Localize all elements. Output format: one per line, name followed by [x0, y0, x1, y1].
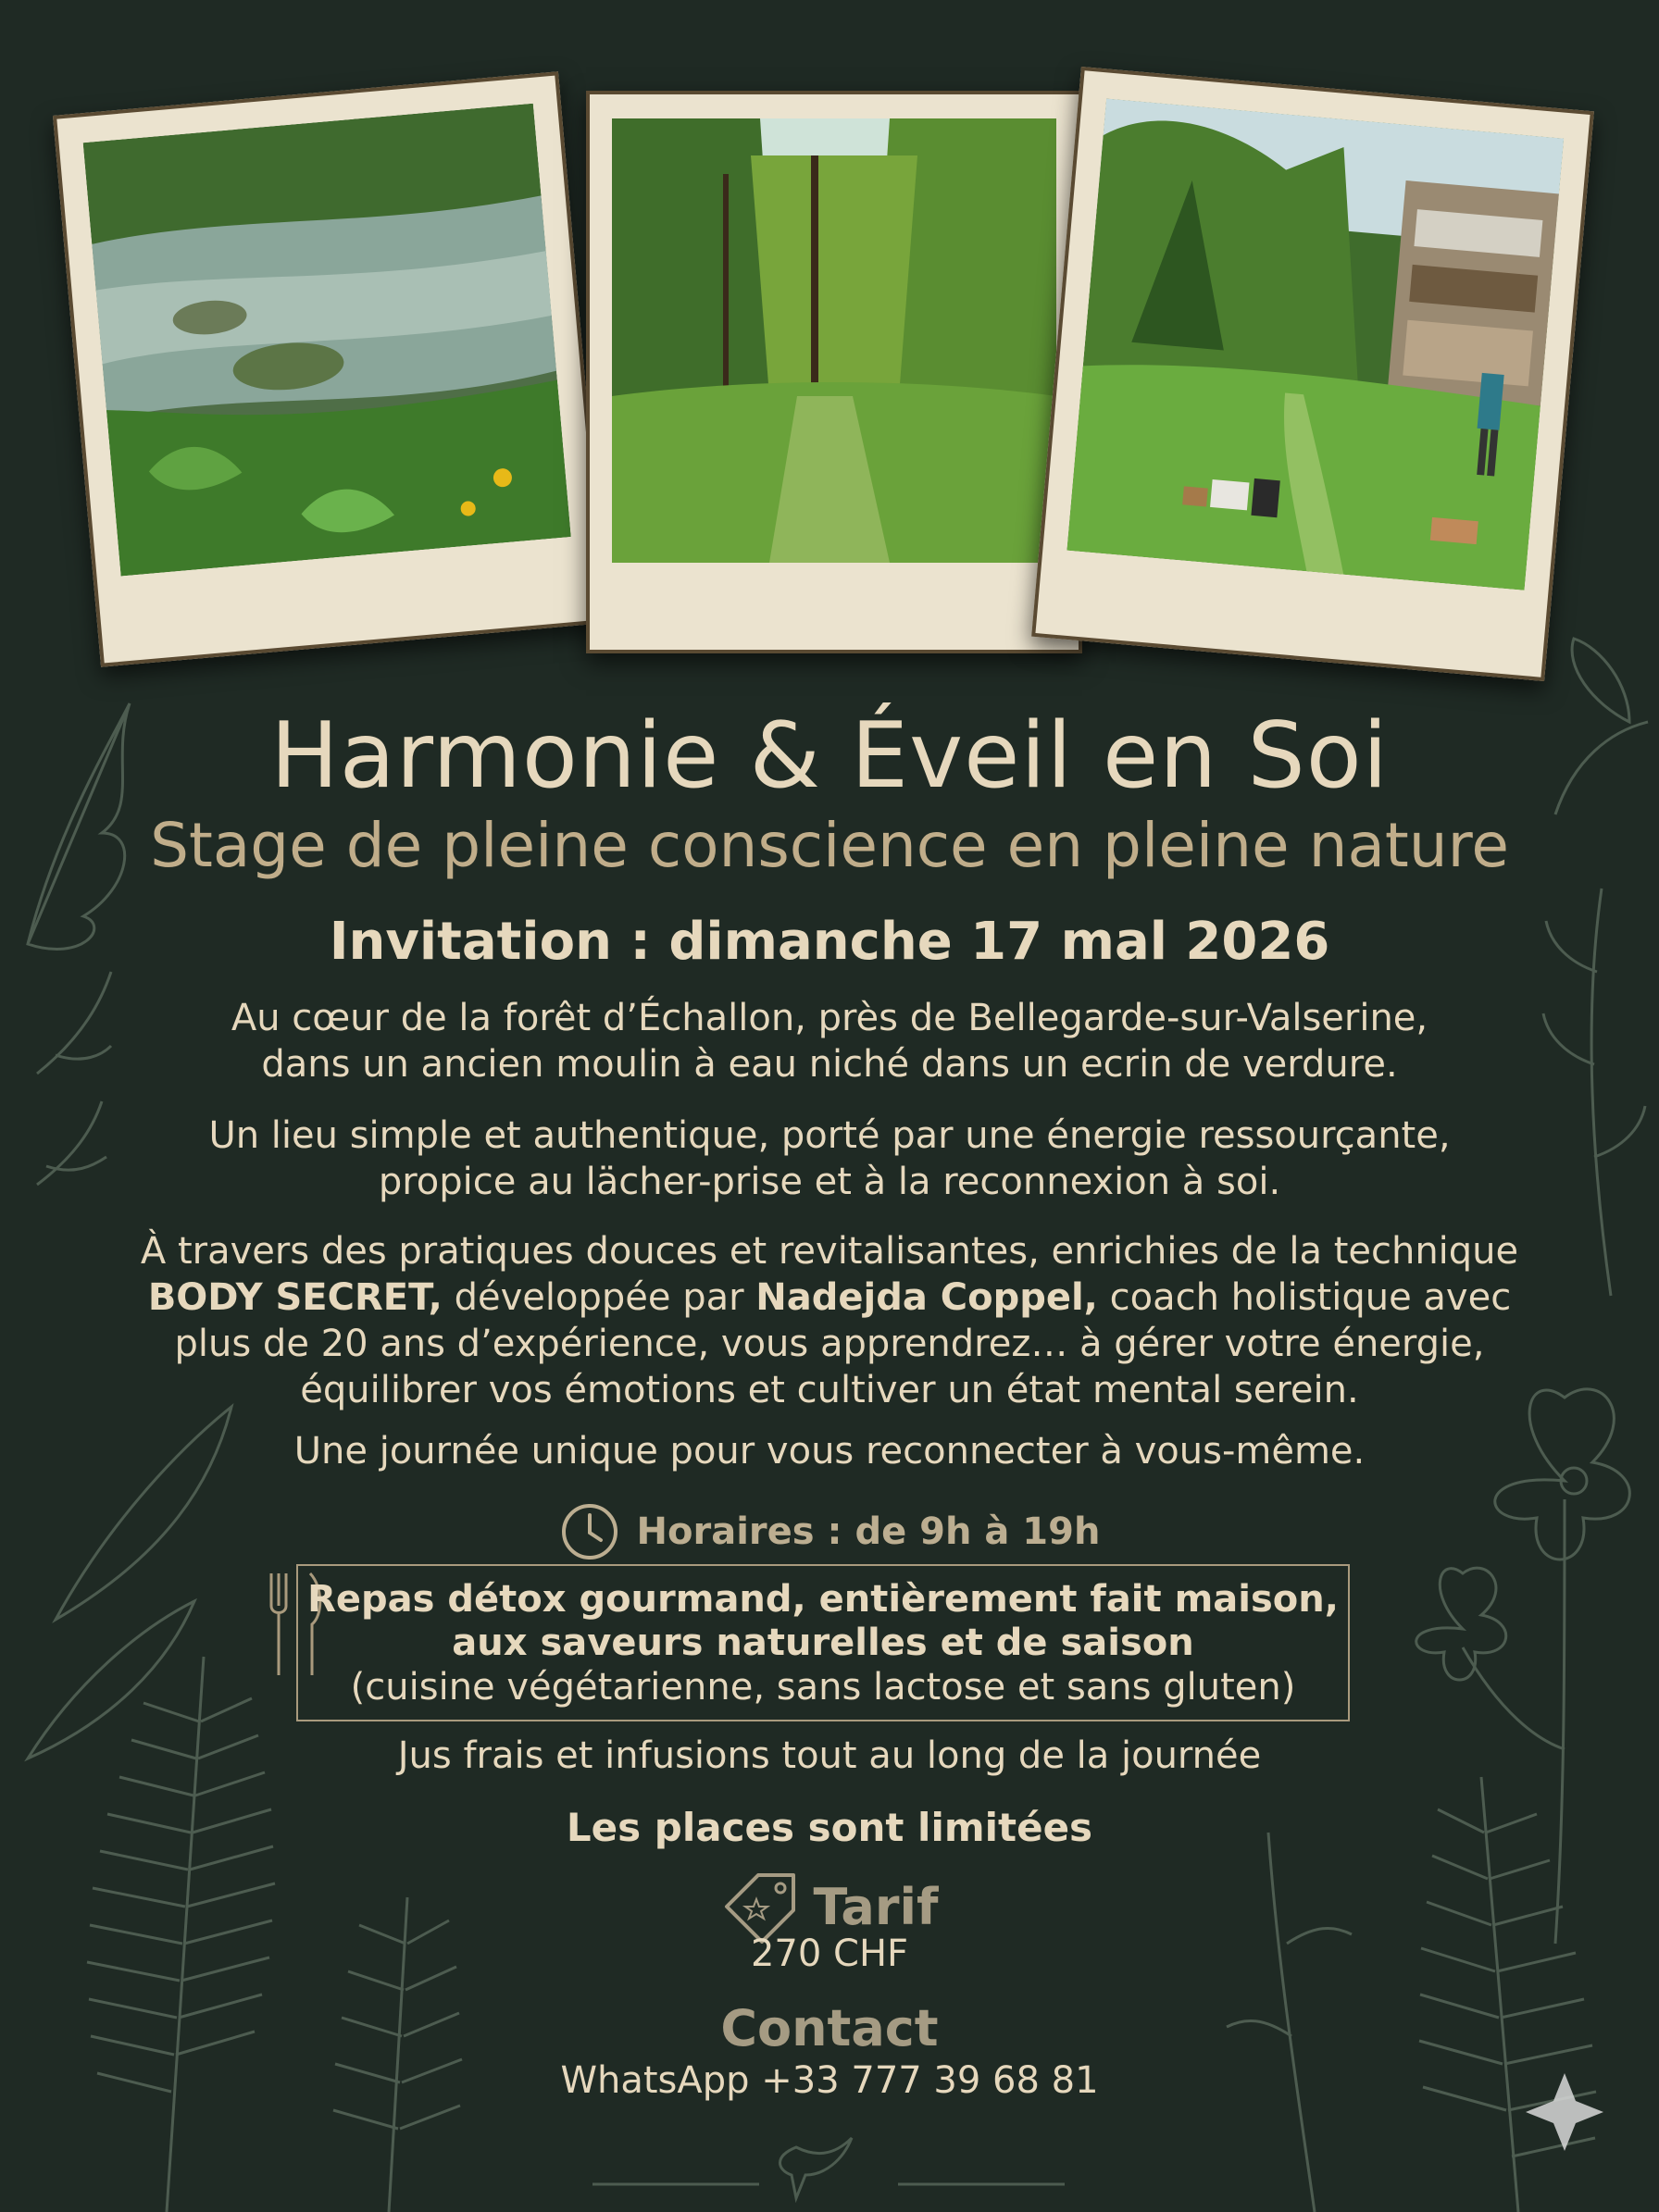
practice-line-4: équilibrer vos émotions et cultiver un état mental serein.	[300, 1369, 1359, 1411]
photo-frame-forest	[586, 91, 1082, 653]
photo-frame-river	[53, 71, 606, 666]
meal-box	[296, 1564, 1350, 1721]
location-line-1: Au cœur de la forêt d’Échallon, près de Bellegarde-sur-Valserine,	[231, 997, 1428, 1039]
hours-row	[0, 1501, 1659, 1562]
practice-line-3: plus de 20 ans d’expérience, vous apprendrez… à gérer votre énergie,	[174, 1323, 1485, 1365]
location-paragraph	[0, 995, 1659, 1087]
bird-decor	[780, 2138, 853, 2198]
meal-line-2: aux saveurs naturelles et de saison	[452, 1622, 1194, 1664]
meal-line-1: Repas détox gourmand, entièrement fait maison,	[307, 1578, 1339, 1621]
practice-line-2	[0, 1274, 1659, 1321]
practice-paragraph	[0, 1228, 1659, 1413]
practice-line-2-end: coach holistique avec	[1097, 1276, 1512, 1319]
event-subtitle: Stage de pleine conscience en pleine nature	[150, 810, 1509, 881]
event-title: Harmonie & Éveil en Soi	[270, 703, 1389, 809]
contact-label: Contact	[720, 1999, 939, 2057]
location-line-2: dans un ancien moulin à eau niché dans un ecrin de verdure.	[261, 1043, 1398, 1086]
place-line-1: Un lieu simple et authentique, porté par une énergie ressourçante,	[208, 1114, 1451, 1157]
tarif-label: Tarif	[813, 1877, 939, 1936]
practice-line-2-text: développée par	[442, 1276, 756, 1319]
meal-line-3: (cuisine végétarienne, sans lactose et sans gluten)	[350, 1666, 1296, 1709]
invitation-date: Invitation : dimanche 17 mal 2026	[329, 912, 1330, 972]
meadow-mill-photo	[1066, 98, 1564, 590]
contact-whatsapp[interactable]: WhatsApp +33 777 39 68 81	[560, 2059, 1099, 2102]
coach-name: Nadejda Coppel,	[755, 1276, 1098, 1319]
place-paragraph	[0, 1112, 1659, 1205]
technique-name: BODY SECRET,	[147, 1276, 443, 1319]
river-photo	[83, 104, 571, 577]
forest-path-photo	[612, 118, 1056, 563]
hours-label: Horaires : de 9h à 19h	[636, 1510, 1101, 1553]
practice-line-1: À travers des pratiques douces et revitalisantes, enrichies de la technique	[140, 1230, 1519, 1273]
limited-places-text: Les places sont limitées	[566, 1805, 1093, 1850]
drinks-text: Jus frais et infusions tout au long de la journée	[397, 1734, 1262, 1777]
tarif-value: 270 CHF	[750, 1932, 909, 1975]
unique-day-text: Une journée unique pour vous reconnecter à vous-même.	[293, 1430, 1366, 1473]
clock-icon	[559, 1501, 620, 1562]
photo-frame-meadow	[1031, 67, 1594, 681]
place-line-2: propice au lächer-prise et à la reconnexion à soi.	[378, 1161, 1281, 1203]
